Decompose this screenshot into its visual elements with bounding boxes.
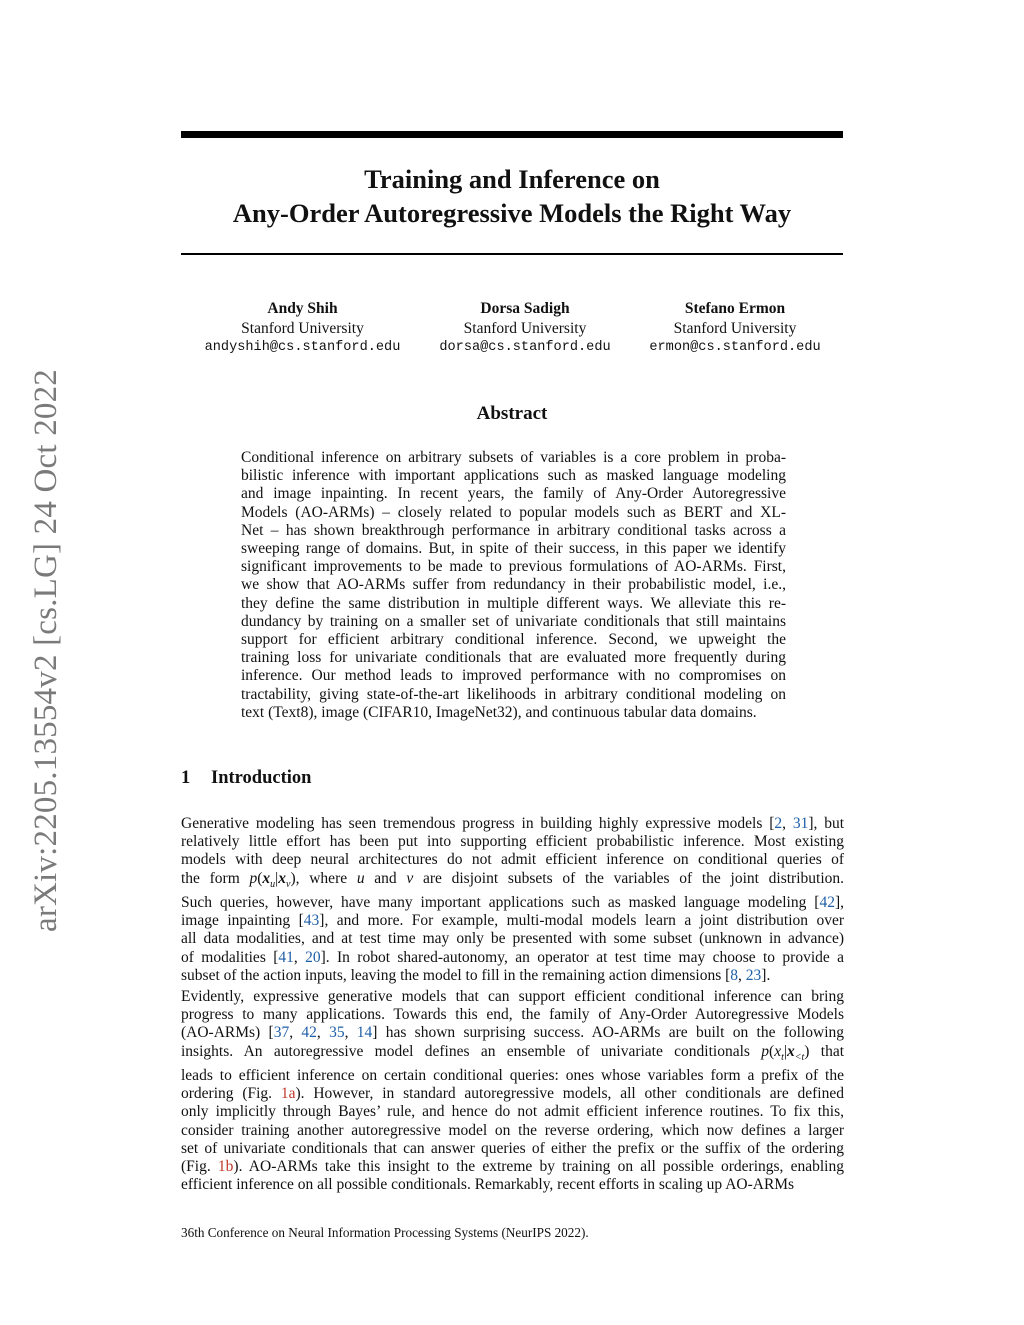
figure-link[interactable]: 1b bbox=[217, 1157, 234, 1175]
abstract-line: text (Text8), image (CIFAR10, ImageNet32), and continuous tabular data domains. bbox=[241, 703, 757, 721]
author-email[interactable]: dorsa@cs.stanford.edu bbox=[439, 340, 611, 355]
paragraph-line: the form $p(x_u|x_v)$, where u and v are disjoint subsets of the variables of the joint distribution. bbox=[181, 869, 845, 890]
paragraph-line: models with deep neural architectures do not admit efficient inference on conditional queries of bbox=[181, 851, 844, 869]
abstract-line: Models (AO-ARMs) – closely related to popular models such as BERT and XL- bbox=[241, 503, 786, 521]
paragraph-line: image inpainting [43], and more. For example, multi-modal models learn a joint distribution over bbox=[181, 912, 844, 930]
citation-link[interactable]: 23 bbox=[745, 966, 762, 984]
citation-link[interactable]: 42 bbox=[819, 893, 835, 911]
abstract-line: inference. Our method leads to improved performance with no compromises on bbox=[241, 667, 786, 685]
paragraph-line: Generative modeling has seen tremendous progress in building highly expressive models [2, 31], but bbox=[181, 815, 844, 832]
author-block-1 bbox=[197, 299, 408, 357]
paragraph-line: Such queries, however, have many important applications such as masked language modeling [42], bbox=[181, 893, 844, 911]
abstract-line: Net – has shown breakthrough performance in arbitrary conditional tasks across a bbox=[241, 521, 786, 539]
paragraph-line: (AO-ARMs) [37, 42, 35, 14] has shown surprising success. AO-ARMs are built on the following bbox=[181, 1024, 845, 1042]
author-block-2 bbox=[428, 299, 622, 357]
paper-title-line-1: Training and Inference on bbox=[364, 164, 660, 194]
paragraph-line: set of univariate conditionals that can answer queries of either the prefix or the suffix of the ordering bbox=[181, 1139, 844, 1157]
author-affiliation: Stanford University bbox=[463, 320, 587, 337]
arxiv-stamp-text: arXiv:2205.13554v2 [cs.LG] 24 Oct 2022 bbox=[27, 368, 64, 932]
abstract-line: we show that AO-ARMs suffer from redundancy in their probabilistic model, i.e., bbox=[241, 576, 786, 594]
paragraph-line: consider training another autoregressive model on the reverse ordering, which now defines a larger bbox=[181, 1121, 844, 1139]
paragraph-line: efficient inference on all possible conditionals. Remarkably, recent efforts in scaling up AO-ARMs bbox=[181, 1176, 795, 1194]
paragraph-line: only implicitly through Bayes’ rule, and hence do not admit efficient inference routines. To fix this, bbox=[181, 1103, 844, 1121]
paragraph-line: all data modalities, and at test time may only be presented with some subset (unknown in advance) bbox=[181, 930, 844, 948]
citation-link[interactable]: 42 bbox=[301, 1024, 317, 1042]
author-name: Andy Shih bbox=[267, 300, 338, 317]
section-title: Introduction bbox=[211, 768, 312, 788]
arxiv-stamp bbox=[20, 358, 72, 942]
author-block-3 bbox=[640, 299, 830, 357]
paragraph-line: (Fig. 1b). AO-ARMs take this insight to the extreme by training on all possible orderings, enabling bbox=[181, 1157, 844, 1175]
citation-link[interactable]: 43 bbox=[303, 912, 320, 930]
math-expression: $p(x_t|x_{<t})$ bbox=[761, 1042, 810, 1063]
paragraph-line: leads to efficient inference on certain conditional queries: ones whose variables form a prefix of the bbox=[181, 1066, 844, 1084]
paragraph-line: of modalities [41, 20]. In robot shared-autonomy, an operator at test time may choose to provide a bbox=[181, 948, 845, 966]
abstract-line: training loss for univariate conditionals that are evaluated more frequently during bbox=[241, 649, 786, 667]
citation-link[interactable]: 14 bbox=[356, 1024, 373, 1042]
abstract-line: they define the same distribution in multiple different ways. We alleviate this re- bbox=[241, 594, 786, 612]
abstract-line: support for efficient arbitrary conditional inference. Second, we upweight the bbox=[241, 631, 786, 649]
abstract-line: dundancy by training on a smaller set of univariate conditionals that still maintains bbox=[241, 612, 786, 630]
paragraph-line: insights. An autoregressive model defines an ensemble of univariate conditionals $p(x_t|x_{<t})$ that bbox=[181, 1042, 845, 1063]
figure-link[interactable]: 1a bbox=[280, 1085, 296, 1103]
author-affiliation: Stanford University bbox=[673, 320, 797, 337]
citation-link[interactable]: 2 bbox=[774, 815, 783, 832]
paragraph-line: ordering (Fig. 1a). However, in standard autoregressive models, all other conditionals are defined bbox=[181, 1085, 844, 1103]
author-affiliation: Stanford University bbox=[241, 320, 364, 337]
title-top-rule bbox=[181, 131, 843, 138]
paragraph-line: relatively little effort has been put into supporting efficient probabilistic inference. Most existing bbox=[181, 833, 844, 851]
section-heading-introduction bbox=[181, 768, 311, 789]
citation-link[interactable]: 37 bbox=[273, 1024, 290, 1042]
intro-paragraph-2 bbox=[181, 988, 844, 1194]
paragraph-line: Evidently, expressive generative models that can support efficient conditional inference can bring bbox=[181, 988, 844, 1005]
paragraph-line: progress to many applications. Towards this end, the family of Any-Order Autoregressive Models bbox=[181, 1006, 844, 1024]
paragraph-line: subset of the action inputs, leaving the model to fill in the remaining action dimensions [8, 23]. bbox=[181, 966, 771, 984]
math-expression: $p(x_u|x_v)$ bbox=[249, 869, 296, 890]
abstract-line: bilistic inference with important applications such as masked language modeling bbox=[241, 467, 786, 485]
abstract-heading: Abstract bbox=[476, 403, 548, 424]
section-number: 1 bbox=[181, 768, 191, 788]
abstract-line: Conditional inference on arbitrary subsets of variables is a core problem in proba- bbox=[241, 449, 786, 466]
paper-title bbox=[181, 162, 843, 230]
citation-link[interactable]: 41 bbox=[278, 948, 294, 966]
citation-link[interactable]: 20 bbox=[305, 948, 321, 966]
abstract-line: sweeping range of domains. But, in spite of their success, in this paper we identify bbox=[241, 540, 786, 558]
abstract-line: tractability, giving state-of-the-art likelihoods in arbitrary conditional modeling on bbox=[241, 685, 786, 703]
author-email[interactable]: ermon@cs.stanford.edu bbox=[649, 340, 821, 355]
conference-footnote: 36th Conference on Neural Information Processing Systems (NeurIPS 2022). bbox=[181, 1225, 589, 1240]
abstract-body bbox=[241, 449, 786, 722]
citation-link[interactable]: 35 bbox=[329, 1024, 345, 1042]
abstract-line: and image inpainting. In recent years, the family of Any-Order Autoregressive bbox=[241, 485, 786, 503]
author-name: Stefano Ermon bbox=[684, 300, 786, 317]
abstract-line: significant improvements to be made to previous formulations of AO-ARMs. First, bbox=[241, 558, 786, 576]
paper-title-line-2: Any-Order Autoregressive Models the Right Way bbox=[232, 198, 792, 228]
citation-link[interactable]: 8 bbox=[730, 966, 739, 984]
intro-paragraph-1 bbox=[181, 815, 844, 985]
title-bottom-rule bbox=[181, 253, 843, 255]
author-email[interactable]: andyshih@cs.stanford.edu bbox=[204, 340, 401, 355]
citation-link[interactable]: 31 bbox=[792, 815, 809, 832]
author-name: Dorsa Sadigh bbox=[480, 300, 570, 317]
